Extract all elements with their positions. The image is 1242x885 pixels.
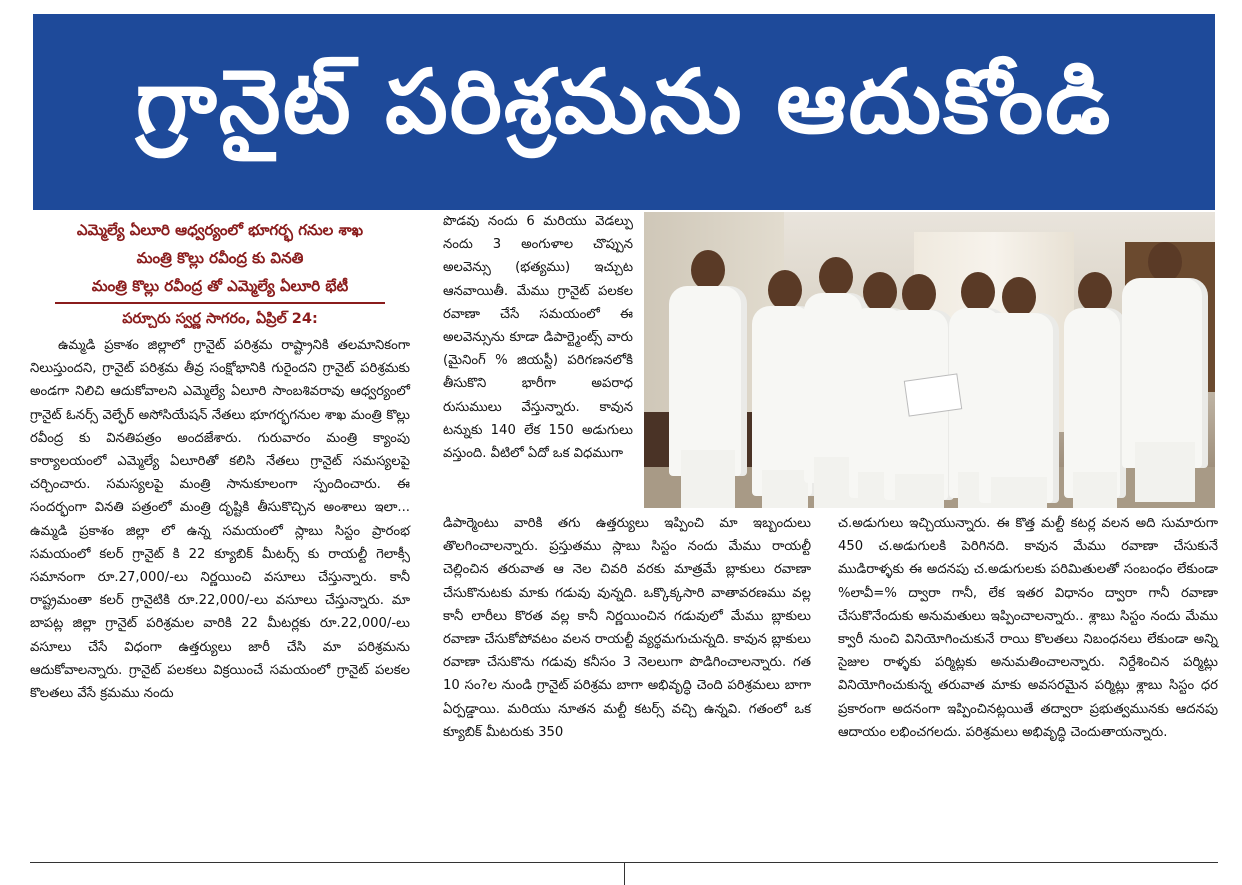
paragraph-1 (30, 334, 410, 705)
dateline: పర్చూరు స్వర్ణ సాగరం, ఏప్రిల్ 24: (122, 311, 318, 327)
photo-person (979, 277, 1059, 508)
photo-person (1064, 272, 1126, 508)
headline-banner (33, 14, 1215, 210)
subhead-divider (55, 302, 385, 304)
article-column-3 (443, 512, 811, 744)
headline: గ్రానైట్ పరిశ్రమను ఆదుకోండి (135, 49, 1113, 153)
article-column-1 (30, 216, 410, 705)
petition-document (904, 373, 962, 416)
subhead-2: మంత్రి కొల్లు రవీంద్ర కు వినతి (136, 249, 304, 267)
paragraph-3: డిపార్మెంటు వారికి తగు ఉత్తర్యులు ఇప్పించి మా ఇబ్బందులు తొలగించాలన్నారు. ప్రస్తుతము స్లాబు సిస్టం నందు మేము రాయల్టీ చెల్లించిన తరువాత ఆ నెల చివరి వరకు మాత్రమే బ్లాకులు రవాణా చేసుకొనుటకు మాకు గడువు వున్నది. ఒక్కొక్కసారి వాతావరణము వల్ల కానీ లారీలు కొరత వల్ల కానీ నిర్ణయించిన గడువులో మేము బ్లాకులు రవాణా చేసుకోపోవటం వలన రాయల్టీ వ్యర్థమగుచున్నది. కావున బ్లాకులు రవాణా చేసుకొను గడువు కనీసం 3 నెలలుగా పొడిగించాలన్నారు. గత 10 సం?ల నుండి గ్రానైట్ పరిశ్రమ బాగా అభివృద్ధి చెంది పరిశ్రమలు బాగా ఏర్పడ్డాయి. మరియు నూతన మల్టీ కటర్స్ వచ్చి ఉన్నవి. గతంలో ఒక క్యూబిక్ మీటరుకు 350 (443, 516, 811, 740)
photo-person (1122, 242, 1208, 508)
subhead-3: మంత్రి కొల్లు రవీంద్ర తో ఎమ్మెల్యే ఏలూరి భేటీ (91, 277, 349, 295)
article-column-2 (443, 210, 633, 465)
paragraph-1-text: ఉమ్మడి ప్రకాశం జిల్లాలో గ్రానైట్ పరిశ్రమ రాష్ట్రానికి తలమానికంగా నిలుస్తుందని, గ్రానైట్ పరిశ్రమ తీవ్ర సంక్షోభానికి గురైందని గ్రానైట్ పరిశ్రమకు అండగా నిలిచి ఆదుకోవాలని ఎమ్మెల్యే ఏలూరి సాంబశివరావు ఆధ్వర్యంలో గ్రానైట్ ఓనర్స్ వెల్ఫేర్ అసోసియేషన్ నేతలు భూగర్భగనుల శాఖ మంత్రి కొల్లు రవీంద్ర కు వినతిపత్రం అందజేశారు. గురువారం మంత్రి క్యాంపు కార్యాలయంలో ఎమ్మెల్యే ఏలూరితో కలిసి నేతలు గ్రానైట్ సమస్యలపై చర్చించారు. సమస్యలపై మంత్రి సానుకూలంగా స్పందించారు. ఈ సందర్భంగా వినతి పత్రంలో మంత్రి దృష్టికి తీసుకొచ్చిన అంశాలు ఇలా... ఉమ్మడి ప్రకాశం జిల్లా లో ఉన్న సమయంలో స్లాబు సిస్టం ప్రారంభ సమయంలో కలర్ గ్రానైట్ కి 22 క్యూబిక్ మీటర్స్ కు రాయల్టీ గెలాక్సీ సమానంగా రూ.27,000/-లు నిర్ణయించి వసూలు చేస్తున్నారు. కానీ రాష్ట్రమంతా కలర్ గ్రానైటికి రూ.22,000/-లు వసూలు చేస్తున్నారు. మా బాపట్ల జిల్లా గ్రానైట్ పరిశ్రమల వారికి 22 మీటర్లకు రూ.22,000/-లు వసూలు చేసే విధంగా ఉత్తర్యులు జారీ చేసి మా పరిశ్రమను ఆదుకోవాలన్నారు. గ్రానైట్ పలకలు విక్రయించే సమయంలో గ్రానైట్ పలకల కొలతలు వేసే క్రమము నందు (30, 338, 410, 702)
paragraph-2: పొడవు నందు 6 మరియు వెడల్పు నందు 3 అంగుళాల చొప్పున అలవెన్సు (భత్యము) ఇచ్చుట ఆనవాయితీ. మేము గ్రానైట్ పలకల రవాణా చేసే సమయంలో ఈ అలవెన్సును కూడా డిపార్ట్మెంట్స్ వారు (మైనింగ్ % జియస్టీ) పరిగణనలోకి తీసుకొని భారీగా అపరాధ రుసుములు వేస్తున్నారు. కావున టన్నుకు 140 లేక 150 అడుగులు వస్తుంది. వీటిలో ఏదో ఒక విధముగా (443, 214, 633, 462)
news-photo (644, 212, 1215, 508)
article-column-4 (838, 512, 1218, 744)
paragraph-4: చ.అడుగులు ఇచ్చియున్నారు. ఈ కొత్త మల్టీ కటర్ల వలన అది సుమారుగా 450 చ.అడుగులకి పెరిగినది. కావున మేము రవాణా చేసుకునే ముడిరాళ్ళకు ఈ అదనపు చ.అడుగులకు పరిమితులతో సంబంధం లేకుండా %లావీ=% ద్వారా గానీ, లేక ఇతర విధానం ద్వారా గానీ రవాణా చేసుకొనేందుకు అనుమతులు ఇప్పించాలన్నారు.. శ్లాబు సిస్టం నందు మేము క్వారీ నుంచి వినియోగించుకునే రాయి కొలతలు నిబంధనలు లేకుండా అన్ని సైజుల రాళ్ళకు పర్మిట్లకు అనుమతించాలన్నారు. నిర్దేశించిన పర్మిట్లు వినియోగించుకున్న తరువాత మాకు అవసరమైన పర్మిట్లు శ్లాబు సిస్టం ధర ప్రకారంగా అదనంగా ఇప్పించినట్లయితే తద్వారా ప్రభుత్వమునకు ఆదనపు ఆదాయం లభించగలదు. పరిశ్రమలు అభివృద్ధి చెందుతాయన్నారు. (838, 516, 1218, 740)
column-divider (624, 862, 625, 885)
subhead-1: ఎమ్మెల్యే ఏలూరి ఆధ్వర్యంలో భూగర్భ గనుల శాఖ (76, 221, 364, 239)
photo-person (669, 250, 747, 508)
